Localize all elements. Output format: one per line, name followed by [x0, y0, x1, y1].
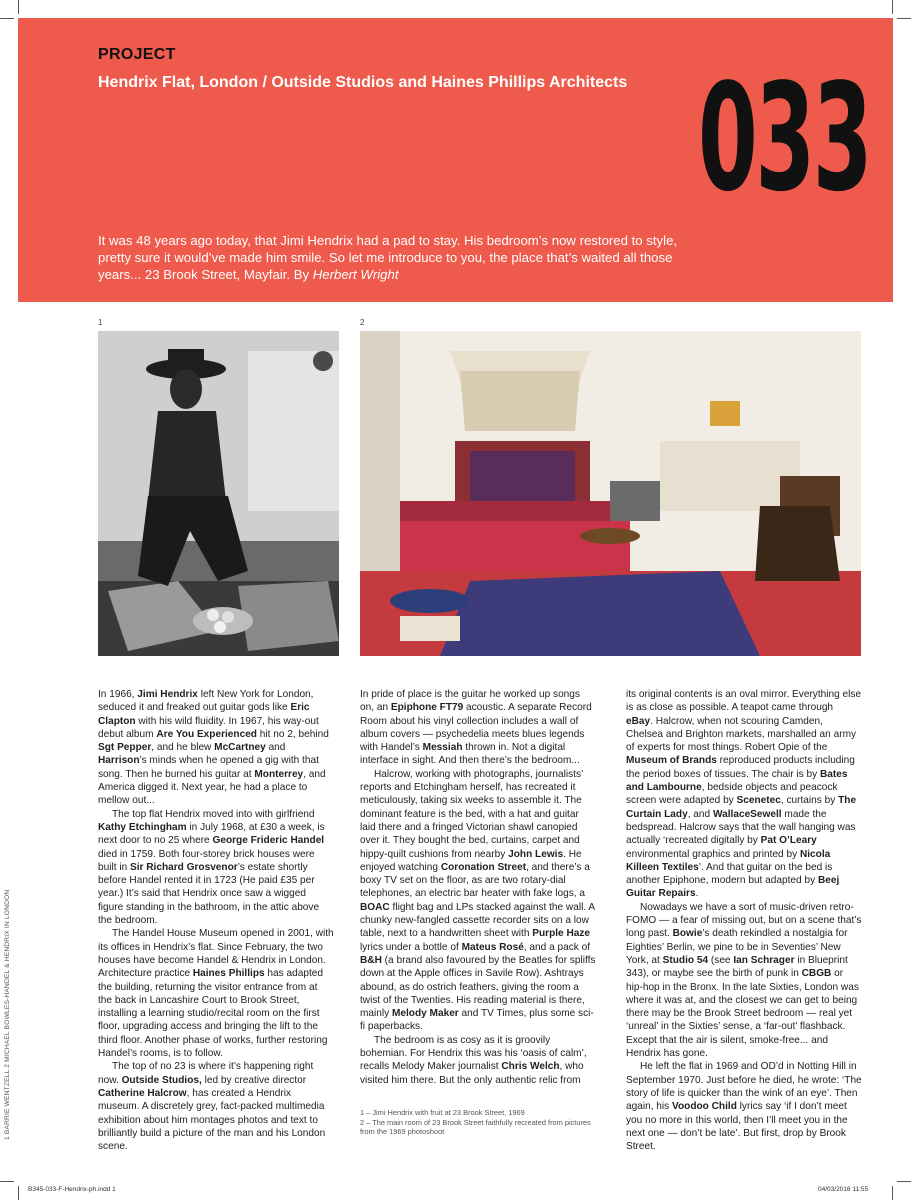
caption-2: 2 – The main room of 23 Brook Street faithfully recreated from pictures from the 1969 photoshoot: [360, 1117, 591, 1136]
text-run: died in 1759. Both four-storey brick houses were built in: [98, 848, 315, 873]
text-run: , and there’s a boxy TV set on the floor, as are two rotary-dial telephones, an electric bar heater with fake logs, a: [360, 861, 590, 900]
text-run: and TV Times, plus some sci-fi paperbacks.: [360, 1008, 594, 1033]
photo-hendrix-portrait-drawing: [98, 331, 339, 656]
text-run: , and: [687, 808, 713, 820]
bold-name: Mateus Rosé: [461, 941, 524, 953]
text-run: its original contents is an oval mirror. Everything else is as close as possible. A teapot came through: [626, 689, 862, 714]
text-run: in July 1968, at £30 a week, is next door to no 25 where: [98, 821, 325, 847]
bold-name: WallaceSewell: [712, 808, 782, 820]
bold-name: John Lewis: [508, 848, 564, 860]
bold-name: Coronation Street: [440, 861, 527, 873]
body-paragraph: [360, 768, 596, 1034]
bold-name: Bates and Lambourne: [626, 768, 848, 794]
figure-number-2: 2: [360, 318, 365, 327]
text-run: The Handel House Museum opened in 2001, with its offices in Hendrix’s flat. Since February, the two houses have become Handel & Hendrix in London. Architecture practice: [98, 928, 334, 980]
bold-name: Voodoo Child: [672, 1101, 737, 1113]
bold-name: Nicola Killeen Textiles: [626, 848, 831, 873]
text-run: in Blueprint 343), or maybe see the birth of punk in: [626, 954, 848, 980]
bold-name: Harrison: [98, 755, 140, 767]
bold-name: BOAC: [360, 901, 390, 913]
section-kicker: PROJECT: [98, 46, 176, 63]
author-name: Herbert Wright: [312, 267, 399, 282]
crop-mark: [897, 1181, 911, 1182]
figure-number-1: 1: [98, 318, 103, 327]
text-run: He left the flat in 1969 and OD’d in Notting Hill in September 1970. Just before he died, he wrote: ‘The story of life is quicker than the wink of an eye’. Then again, his: [626, 1061, 862, 1113]
crop-mark: [0, 1181, 14, 1182]
text-run: ’s estate shortly before Handel rented it in 1723 (He paid £35 per year.) It’s said that Hendrix once saw a wigged figure standing in the bathroom, in the attic above the bedroom.: [98, 861, 320, 927]
slug-date: 04/03/2016 11:55: [818, 1186, 869, 1193]
text-run: flight bag and LPs stacked against the wall. A chunky new-fangled cassette recorder sits on a low table, next to a handwritten sheet with: [360, 901, 595, 940]
bold-name: Are You Experienced: [156, 728, 257, 740]
bold-name: CBGB: [801, 968, 832, 980]
text-run: lyrics under a bottle of: [360, 941, 462, 953]
header-banner: [18, 18, 893, 302]
crop-mark: [892, 0, 893, 14]
bold-name: Bowie: [672, 928, 703, 940]
text-run: , bedside objects and peacock screen were adapted by: [626, 782, 838, 807]
text-run: ’. And that guitar on the bed is another Epiphone, modern but adapted by: [626, 861, 833, 887]
standfirst: [98, 232, 688, 283]
bold-name: The Curtain Lady: [626, 795, 857, 820]
body-column-1: [98, 688, 334, 1153]
photo-credit: 1 BARRIE WENTZELL 2 MICHAEL BOWLES-HANDEL & HENDRIX IN LONDON: [4, 889, 11, 1140]
body-column-2: [360, 688, 596, 1087]
bold-name: Epiphone FT79: [390, 702, 464, 714]
page-number: 033: [698, 52, 871, 224]
photo-bedroom-recreation: [360, 331, 861, 656]
bold-name: Catherine Halcrow: [98, 1087, 187, 1099]
text-run: , and America digged it. Next year, he had a place to mellow out...: [98, 768, 326, 807]
bold-name: Beej Guitar Repairs: [626, 875, 840, 900]
text-run: . He enjoyed watching: [360, 848, 582, 873]
bold-name: Purple Haze: [532, 928, 591, 940]
text-run: (see: [708, 954, 734, 966]
text-run: acoustic. A separate Record Room about his vinyl collection includes a wall of album covers — psychedelia meets blues legends with Handel’s: [360, 702, 592, 754]
text-run: reproduced products including the period boxes of tissues. The chair is by: [626, 755, 855, 780]
text-run: with his wild fluidity. In 1967, his way-out debut album: [98, 715, 319, 740]
crop-mark: [892, 1186, 893, 1200]
text-run: , who visited him there. But the only authentic relic from: [360, 1061, 584, 1086]
bold-name: Outside Studios,: [121, 1074, 202, 1086]
text-run: left New York for London, seduced it and freaked out guitar gods like: [98, 689, 314, 714]
crop-mark: [0, 18, 14, 19]
bold-name: Ian Schrager: [733, 954, 795, 966]
text-run: .: [695, 888, 699, 900]
body-paragraph: [360, 1034, 596, 1087]
bold-name: George Frideric Handel: [212, 835, 325, 847]
text-run: . Halcrow, when not scouring Camden, Chelsea and Brighton markets, marshalled an army of experts for most things. Robert Opie of the: [626, 715, 857, 754]
body-paragraph: [626, 1060, 862, 1153]
bold-name: Sir Richard Grosvenor: [129, 861, 238, 873]
text-run: lyrics say ‘if I don’t meet you no more in this world, then I’ll meet you in the next one — don’t be late’. But first, drop by Brook Street.: [626, 1101, 848, 1153]
bold-name: Pat O’Leary: [760, 835, 817, 847]
bold-name: Eric Clapton: [98, 702, 310, 727]
standfirst-text: It was 48 years ago today, that Jimi Hendrix had a pad to stay. His bedroom’s now restored to style, pretty sure it would’ve made him smile. So let me introduce to you, the place that’s waited all those years... 23 Brook Street, Mayfair. By: [98, 233, 678, 282]
bold-name: Chris Welch: [501, 1061, 560, 1073]
body-paragraph: [98, 1060, 334, 1153]
body-paragraph: [98, 927, 334, 1060]
bold-name: eBay: [626, 715, 651, 727]
bold-name: Jimi Hendrix: [137, 689, 198, 700]
bold-name: Messiah: [422, 742, 463, 754]
text-run: Nowadays we have a sort of music-driven retro-FOMO — a fear of missing out, but on a scene that’s long past.: [626, 901, 862, 940]
bold-name: Scenetec: [736, 795, 781, 807]
article-headline: Hendrix Flat, London / Outside Studios and Haines Phillips Architects: [98, 74, 628, 91]
crop-mark: [18, 1186, 19, 1200]
crop-mark: [897, 18, 911, 19]
text-run: The top of no 23 is where it’s happening right now.: [98, 1061, 314, 1086]
text-run: , and he blew: [151, 742, 215, 754]
text-run: , curtains by: [780, 795, 839, 807]
text-run: environmental graphics and printed by: [626, 848, 800, 860]
bold-name: Sgt Pepper: [98, 742, 152, 754]
photo-hendrix-portrait: [98, 331, 339, 656]
text-run: hit no 2, behind: [256, 728, 329, 740]
body-paragraph: [98, 688, 334, 808]
text-run: has adapted the building, returning the visitor entrance from at the back in Lancashire Court to Brook Street, installing a learning studio/recital room on the first floor, upgrading access and bringing the lift to the third floor. Another phase of works, further restoring Handel’s rooms, is to follow.: [98, 968, 328, 1060]
text-run: The bedroom is as cosy as it is groovily bohemian. For Hendrix this was his ‘oasis of calm’, recalls Melody Maker journalist: [360, 1034, 587, 1073]
body-paragraph: [626, 688, 862, 901]
text-run: led by creative director: [201, 1074, 307, 1086]
text-run: , and a pack of: [523, 941, 591, 953]
text-run: , has created a Hendrix museum. A discretely grey, fact-packed multimedia exhibition about him montages photos and text to brilliantly build a picture of the man and his London scene.: [98, 1087, 326, 1153]
bold-name: Studio 54: [662, 954, 709, 966]
bold-name: Museum of Brands: [626, 755, 717, 767]
slug-file: B345-033-F-Hendrix-ph.indd 1: [28, 1186, 116, 1193]
photo-bedroom-drawing: [360, 331, 861, 656]
bold-name: Melody Maker: [391, 1008, 459, 1020]
text-run: ’s minds when he opened a gig with that song. Then he burned his guitar at: [98, 755, 319, 780]
text-run: The top flat Hendrix moved into with girlfriend: [112, 808, 315, 820]
text-run: In pride of place is the guitar he worked up songs on, an: [360, 689, 580, 714]
text-run: and: [265, 742, 286, 754]
text-run: thrown in. Not a digital interface in sight. And then there’s the bedroom...: [360, 742, 580, 767]
body-paragraph: [360, 688, 596, 768]
bold-name: B&H: [360, 954, 382, 966]
body-column-3: [626, 688, 862, 1153]
bold-name: Monterrey: [254, 768, 304, 780]
bold-name: McCartney: [214, 742, 266, 754]
text-run: ’s death rekindled a nostalgia for Eighties’ Berlin, we pine to be in Seventies’ New York, at: [626, 928, 848, 966]
bold-name: Haines Phillips: [192, 968, 265, 980]
text-run: In 1966,: [98, 689, 138, 700]
figure-captions: [360, 1108, 596, 1137]
text-run: or hip-hop in the Bronx. In the late Sixties, London was where it was at, and the closest we can get to being there may be the Brook Street bedroom — real yet ‘unreal’ in the Sixties’ sense, a ‘far-out’ flashback. Except that the air is silent, smoke-free... and Hendrix has gone.: [626, 968, 859, 1060]
text-run: (a brand also favoured by the Beatles for spliffs down at the Apple offices in Savile Row). Ashtrays abound, as do ostrich feathers, giving the room a twist of the Twenties. His reading material is there, mainly: [360, 954, 596, 1020]
caption-1: 1 – Jimi Hendrix with fruit at 23 Brook Street, 1969: [360, 1108, 525, 1117]
text-run: Halcrow, working with photographs, journalists’ reports and Etchingham herself, has recreated it meticulously, taking six weeks to assemble it. The dominant feature is the bed, with a hat and guitar laid there and a fringed Victorian shawl canopied over it. They bought the bed, curtains, carpet and hippy-quilt cushions from nearby: [360, 768, 583, 860]
body-paragraph: [98, 808, 334, 928]
crop-mark: [18, 0, 19, 14]
body-paragraph: [626, 901, 862, 1061]
text-run: made the bedspread. Halcrow says that the wall hanging was actually ‘recreated digitally by: [626, 808, 856, 847]
bold-name: Kathy Etchingham: [98, 821, 187, 833]
